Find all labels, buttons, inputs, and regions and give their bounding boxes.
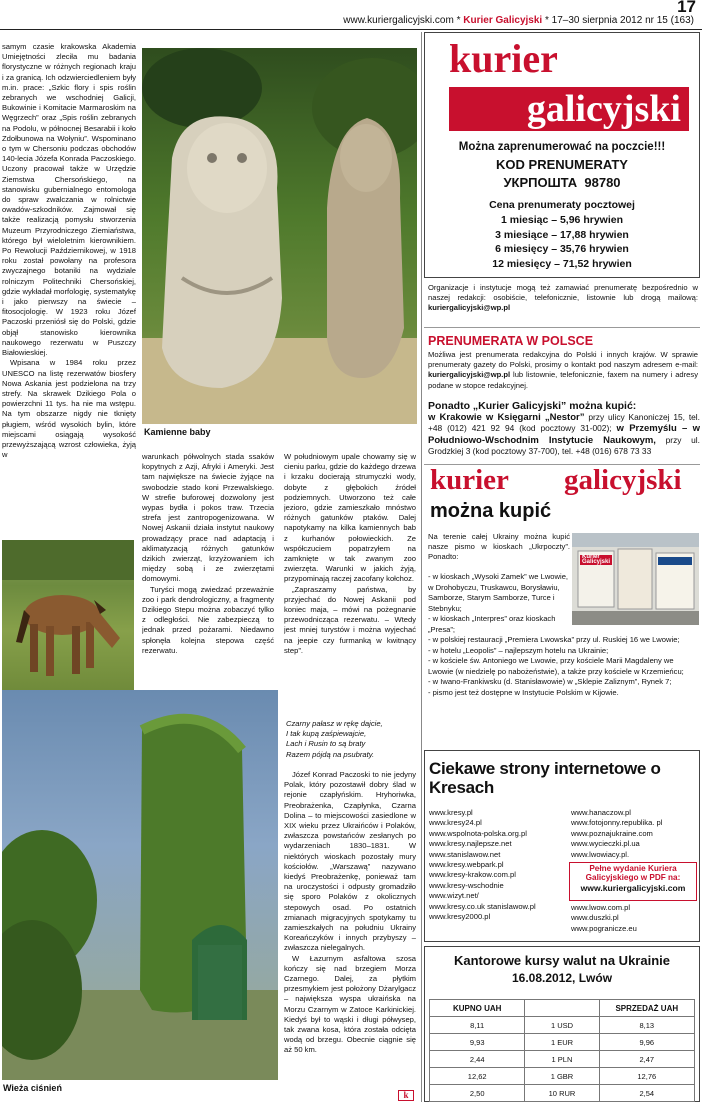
websites-right-list [571,808,699,860]
website-link[interactable]: www.kresy24.pl [429,818,482,828]
price-item: 12 miesięcy – 71,52 hrywien [492,257,632,270]
website-link[interactable]: www.lwow.com.pl [571,903,631,912]
poland-locations [428,412,700,458]
rate-buy: 2,44 [430,1051,525,1068]
buy-item: - w hotelu „Leopolis” – najlepszym hotelu na Ukrainie; [428,645,609,655]
rate-sell: 2,54 [599,1085,694,1102]
col-buy: KUPNO UAH [430,1000,525,1017]
subscription-headline: Można zaprenumerować na poczcie!!! [458,141,666,153]
websites-left-list [429,808,569,922]
table-row [430,1034,695,1051]
subscription-code-label: KOD PRENUMERATY [496,157,628,172]
przemysl-label: w Przemyślu – w Południowo-Wschodnim Instytucie Naukowym, [428,423,700,446]
price-item: 6 miesięcy – 35,76 hrywien [495,243,629,255]
website-link[interactable]: www.wspolnota-polska.org.pl [429,828,527,838]
poland-text-1: Możliwa jest prenumerata redakcyjna do Polski i innych krajów. W sprawie prenumeraty gazety do Polski, prosimy o kontakt pod naszym adresem e-mail: [428,350,698,370]
org-note [428,283,698,323]
przemysl-text: przy ul. Grodzkiej 3 (kod pocztowy 37-700), tel. +48 (016) 678 73 33 [428,434,700,457]
stone-statues-photo [142,48,417,424]
rate-buy: 12,62 [430,1068,525,1085]
rate-sell: 12,76 [599,1068,694,1085]
rates-table-wrap [429,999,695,1102]
table-row [430,1068,695,1085]
poland-text [428,350,698,400]
table-row [430,1051,695,1068]
rate-currency: 10 RUR [525,1085,599,1102]
exchange-rates-box [424,946,700,1102]
website-link[interactable]: www.kresy.webpark.pl [429,860,504,870]
poland-email[interactable]: kuriergalicyjski@wp.pl [428,370,511,380]
buy-logo-galicyjski: galicyjski [564,464,682,496]
rate-sell: 2,47 [599,1051,694,1068]
price-item: 3 miesiące – 17,88 hrywien [495,228,629,241]
website-link[interactable]: www.kresy.pl [429,808,473,817]
article-paragraph: W południowym upale chowamy się w cieniu parku, gdzie do każdego drzewa i krzaku docierają strumyczki wody, dobyte z głębokich źródeł podziemnych. Utworzono też całe jezioro, gdzie zamieszkało mnóstwo różnych gatunków ptaków. Dalej napotykamy na kilka kamiennych bab z kurhanów połowieckich. Ze współczuciem popatrzyłem na zamknięte w tak zwanym zoo zwierzęta. Warunki w jakich żyją, przypominają raczej zacofany kołchoz. [284,452,416,584]
buy-logo-kurier: kurier [430,464,509,496]
pdf-edition-note: Pełne wydanie Kuriera Galicyjskiego w PDF na: [585,864,681,882]
websites-title: Ciekawe strony internetowe o Kresach [429,759,661,797]
buy-intro: Na terenie całej Ukrainy można kupić nasze pismo w kioskach „Ukrpoczty”. Ponadto: [428,532,570,562]
website-link[interactable]: www.lwowiacy.pl. [571,849,630,859]
rate-currency: 1 USD [525,1017,599,1034]
header-url[interactable]: www.kuriergalicyjski.com [343,15,454,26]
rates-table [429,999,695,1102]
subscription-prices-title: Cena prenumeraty pocztowej [489,199,635,211]
article-paragraph: „Zapraszamy państwa, by przyjechać do Nowej Askanii pod koniec maja, – mówi na pożegnanie przewodnicząca rezerwatu. – Wtedy jest mniej turystów i można wyjechać na jeepie czy furmanką w kwitnący step”. [284,584,416,655]
website-link[interactable]: www.kresy.najlepsze.net [429,839,512,849]
header-rule [0,29,702,30]
article-paragraph: W Łazurnym asfaltowa szosa kończy się nad brzegiem Morza Czarnego. Dalej, za płytkim przesmykiem jest położony Dżarylgacz – największa wyspa ukraińska na Morzu Czarnym w Zatoce Karkinickiej. Kiedyś był to wąski i długi półwysep, tak zwana kosa, która została odcięta wodą od brzegu. Obecnie ciągnie się aż 50 km. [284,953,416,1055]
pdf-edition-box [569,862,697,901]
page-header [0,0,702,26]
website-link[interactable]: www.kresy-wschodnie [429,880,504,890]
article-paragraph: samym czasie krakowska Akademia Umiejętności zleciła mu badania florystyczne w różnych regionach kraju i za granicą. Ich odzwierciedleniem były m.in. prace: „Szkic flory i spis roślin zebranych we wschodniej Galicji, Bukowinie i Komitacie Marmaroskim na Węgrzech” oraz „Spis roślin zebranych na Podolu, w północnej Besarabii i koło Zdołbunowa na Wołyniu”. Wspominano o tym w Chersoniu podczas obchodów 140-lecia Józefa Konrada Paczoskiego. Uczony pracował także w Urzędzie Ziemstwa Chersońskiego, na stanowisku gubernialnego entomologa do spraw zwalczania w rolnictwie owadów-szkodników. Zajmował się także realizacją pomysłu stworzenia Muzeum Przyrodniczego Ziemiaństwa, którego był wieloletnim kierownikiem. Po Rewolucji Październikowej, w 1918 roku został powołany na profesora zwyczajnego botaniki na wydziale rolniczym Politechniki Chersońskiej, gdzie wykładał morfologię, systematykę i jako pierwszy na świecie – fitosocjologię. W 1923 roku Józef Paczoski przeniósł się do Polski, gdzie objął stanowisko kierownika naukowego rezerwatu w Puszczy Białowieskiej. [2,42,136,358]
buy-item: - w kioskach „Interpres” oraz kioskach „Presa”; [428,614,556,634]
left-article-column [2,42,136,538]
subscription-code-value: УКРПОШТА 98780 [503,175,621,190]
rates-title: Kantorowe kursy walut na Ukrainie [453,953,670,968]
column-divider [421,32,422,1102]
pdf-edition-url[interactable]: www.kuriergalicyjski.com [580,883,686,893]
header-issue: 17–30 sierpnia 2012 nr 15 (163) [551,15,694,26]
poem-line: I tak kupą zaśpiewajcie, [286,729,367,739]
website-link[interactable]: www.poznajukraine.com [571,828,653,838]
website-link[interactable]: www.wycieczki.pl.ua [571,839,640,849]
mid-article-column-2b [284,770,416,1088]
website-link[interactable]: www.hanaczow.pl [571,808,631,817]
buy-item: - pismo jest też dostępne w Instytucie Polskim w Kijowie. [428,687,619,697]
col-sell: SPRZEDAŻ UAH [599,1000,694,1017]
page-number: 17 [677,0,696,16]
horse-photo [2,540,134,692]
article-paragraph: Wpisana w 1984 roku przez UNESCO na listę rezerwatów biosfery Nowa Askania jest podzielona na trzy strefy. Na skrawek Dzikiego Pola o powierzchni 11 tys. ha nie ma wstępu. Na tym obszarze nigdy nie tknięty pługiem, wśród wysokich bylin, które miejscami osiągają wysokość przewyższającą wzrost człowieka, żyją w [2,358,136,460]
buy-subtitle: można kupić [430,500,552,522]
subscription-prices [425,213,699,271]
rate-sell: 9,96 [599,1034,694,1051]
poland-bold-line: Ponadto „Kurier Galicyjski” można kupić: [428,400,637,412]
tower-caption: Wieża ciśnień [3,1083,62,1093]
statues-caption: Kamienne baby [144,427,211,437]
logo-kurier: kurier [449,36,558,81]
websites-right-list-2 [571,903,699,934]
website-link[interactable]: www.stanislawow.net [429,849,501,859]
rate-sell: 8,13 [599,1017,694,1034]
mid-article-column-2 [284,452,416,714]
website-link[interactable]: www.pogranicze.eu [571,923,637,933]
article-paragraph: Turyści mogą zwiedzać przeważnie zoo i park dendrologiczny, a fragmenty Dzikiego Stepu można zobaczyć tylko z odległości. Nie zabezpieczą to jednak przed pożarami. Niedawno spłonęła kolejna stepowa część rezerwatu. [142,584,274,655]
horse-illustration [2,540,134,692]
table-row [430,1085,695,1102]
stone-statues-illustration [142,48,417,424]
poem-line: Czarny pałasz w rękę dajcie, [286,719,383,728]
article-end-mark: k [398,1090,414,1101]
header-line: www.kuriergalicyjski.com * Kurier Galicyjski * 17–30 sierpnia 2012 nr 15 (163) [343,15,694,26]
website-link[interactable]: www.kresy-krakow.com.pl [429,870,516,880]
rate-currency: 1 EUR [525,1034,599,1051]
mid-article-column-1 [142,452,274,682]
poland-title: PRENUMERATA W POLSCE [428,334,594,348]
buy-item: - w Iwano-Frankiwsku (d. Stanisławowie) w „Sklepie Zaliznym”, Rynek 7; [428,677,672,686]
article-paragraph: warunkach półwolnych stada ssaków kopytnych z Azji, Afryki i Ameryki. Jest tam największe na świecie żyjące na swobodzie stado koni Przewalskiego. W strefie buforowej dozwolony jest wypas bydła i pokos traw. Trzecia strefa jest zantropogenizowana. W Nowej Askanii działa instytut naukowy prowadzący prace nad adaptacją i aklimatyzacją różnych gatunków dzikich zwierząt, krzyżowaniem ich między sobą i ze zwierzętami domowymi. [142,452,274,584]
org-note-email[interactable]: kuriergalicyjski@wp.pl [428,303,511,313]
poem [286,719,416,765]
water-tower-illustration [2,690,278,1080]
rate-buy: 2,50 [430,1085,525,1102]
water-tower-photo [2,690,278,1080]
org-note-text: Organizacje i instytucje mogą też zamawiać prenumeratę bezpośrednio w naszej redakcji: osobiście, telefonicznie, listownie lub drogą mailową: [428,283,698,303]
poland-text-1b: lub listownie, telefonicznie, faxem na numery i adresy podane w stopce redakcyjnej. [428,370,698,390]
website-link[interactable]: www.kresy.co.uk stanislawow.pl [429,901,536,911]
website-link[interactable]: www.duszki.pl [571,913,619,923]
websites-box [424,750,700,942]
buy-item: - w kościele św. Antoniego we Lwowie, przy kościele Marii Magdaleny we Lwowie (w niedzielę po nabożeństwie), a także przy kościele w Krzemieńcu; [428,656,684,676]
buy-item: - w kioskach „Wysoki Zamek” we Lwowie, w Drohobyczu, Truskawcu, Borysławiu, Samborze, Starym Samborze, Turce i Stebnyku; [428,572,569,613]
article-paragraph: Józef Konrad Paczoski to nie jedyny Polak, który pozostawił dobry ślad w rejonie czapłyńskim. Hryhoriwka, Preobrażenka, Czapłynka, Czarna Dolina – to miejscowości zasiedlone w XIX wieku przez Ukraińców i Polaków, zwłaszcza powstańców zesłanych po wydarzeniach 1830–1831. W niektórych wioskach pozostały mury kościołów. „Warszawą” nazywano kiedyś Preobrażenkę, ponieważ tam na uroczystości i odpusty gromadziło się sporo Polaków z okolicznych stepowych osad. Po ostatnich zmianach migracyjnych spotykamy tu zamieszkałych na południu Ukrainy Koreańczyków i innych przybyszy – zwłaszcza nielegalnych. [284,770,416,953]
poem-line: Lach i Rusin to są braty [286,739,366,749]
rate-currency: 1 PLN [525,1051,599,1068]
header-brand: Kurier Galicyjski [463,15,543,26]
subscription-box [424,32,700,278]
price-item: 1 miesiąc – 5,96 hrywien [501,214,623,226]
section-divider [424,327,700,328]
website-link[interactable]: www.fotojonny.republika. pl [571,818,663,828]
rate-currency: 1 GBR [525,1068,599,1085]
buy-item: - w polskiej restauracji „Premiera Lwowska” przy ul. Ruskiej 16 we Lwowie; [428,635,680,644]
krakow-text: przy ulicy Kanoniczej 15, tel. +48 (012) 421 92 94 (kod pocztowy 31-002); [428,412,700,434]
krakow-label: w Krakowie w Księgarni „Nestor” [428,412,585,423]
rates-header-row [430,1000,695,1017]
rate-buy: 9,93 [430,1034,525,1051]
buy-list [428,572,700,698]
website-link[interactable]: www.wizyt.net/ [429,891,479,901]
poem-line: Razem pójdą na psubraty. [286,749,375,759]
rates-date: 16.08.2012, Lwów [511,971,613,985]
rate-buy: 8,11 [430,1017,525,1034]
logo-galicyjski: galicyjski [449,87,689,131]
table-row [430,1017,695,1034]
website-link[interactable]: www.kresy2000.pl [429,912,491,922]
newsstand-paper-label: Kurier Galicyjski [582,554,611,565]
col-currency [525,1000,599,1017]
